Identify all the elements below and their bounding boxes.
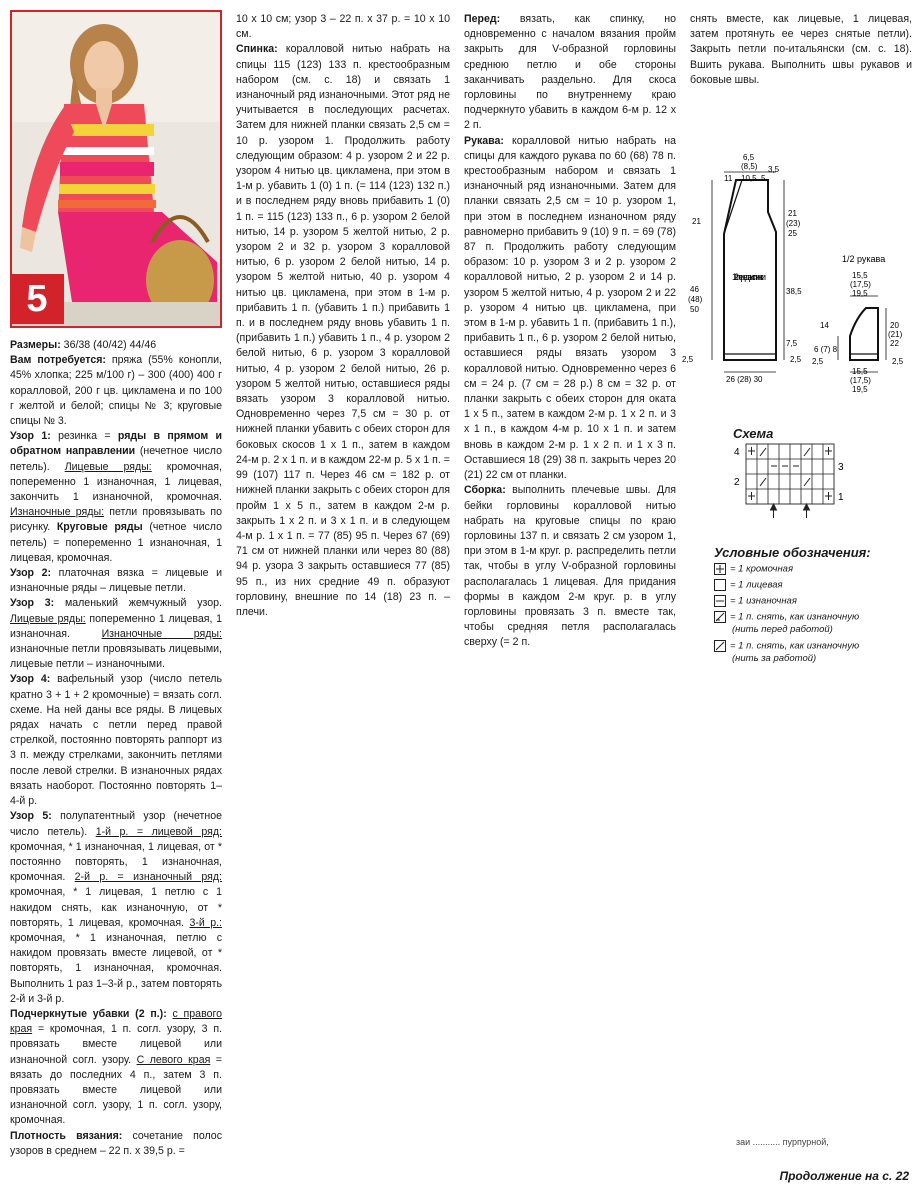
- dim-left-21: 21: [692, 217, 701, 226]
- text-column-4: [690, 12, 912, 88]
- back-text: коралловой нитью набрать на спицы 115 (123) 133 п. крестообразным набором (см. с. 18) и связать 1 изнаночный ряд изнаночными. Этот ряд не учитывается в последующих расчетах. Затем для нижней планки связать 2,5 см = 10 р. узором 1. Продолжить работу следующим образом: 4 р. узором 2 и 22 р. узором 4 нитью цв. цикламена, при этом в 1-м р. убавить 1 (0) 1 п. (= 114 (123) 132 п.) и в последнем ряду вновь прибавить 1 (0) 1 п. = 115 (123) 133 п., 6 р. узором 2 белой нитью, 14 р. узором 5 желтой нитью, 2 р. узором 2 и 32 р. узором 3 коралловой нитью, 6 р. узором 2 белой нитью, 14 р. узором 5 желтой нитью, 40 р. узором 4 нитью цв. цикламена, при этом в 1-м р. прибавить 1 п. (убавить 1 п.) прибавить 1 п. и в последнем ряду вновь убавить 1 п. (прибавить 1 п.) убавить 1 п., 4 р. узором 2 белой нитью, 6 р. узором 3 коралловой нитью, 4 р. узором 2 белой нитью, 26 р. узором 5 желтой нитью, оставшиеся ряды вязать узором 3 коралловой нитью. Одновременно через 7,5 см = 30 р. от нижней планки убавить с обеих сторон для боковых скосов 1 х 1 п., затем в каждом 24-м р. 2 х 1 п. и в каждом 22-м р. 5 х 1 п. = 99 (107) 117 п. Через 46 см = 182 р. от нижней планки закрыть с обеих сторон для пройм 1 х 5 п., затем в каждом 2-м р. закрыть 1 х 2 п. и 3 х 1 п. и в следующем 4-м р. 1 х 1 п. = 77 (85) 95 п. Через 67 (69) 71 см от нижней планки или через 80 (88) 94 р. узора 3 закрыть оставшиеся 77 (85) 95 п., из них средние 49 п. образуют горловину, внешние по 14 (18) 23 п. – плечи.: [236, 43, 450, 618]
- dim-right-23: (23): [786, 219, 801, 228]
- pattern-4-label: Узор 4:: [10, 673, 51, 686]
- dim-top-8-5: (8,5): [741, 162, 758, 171]
- sleeve-dim-top-15-5: 15,5: [852, 271, 868, 280]
- legend-row-purl: [714, 595, 797, 608]
- density-label: Плотность вязания:: [10, 1129, 123, 1142]
- dim-right-25: 25: [788, 229, 797, 238]
- sleeve-dim-22: 22: [890, 339, 899, 348]
- pattern-3-label: Узор 3:: [10, 597, 55, 610]
- sleeve-dim-2-5-left: 2,5: [812, 357, 824, 366]
- pattern-2-text: платочная вязка = лицевые и изнаночные ряды – лицевые петли.: [10, 567, 222, 595]
- sizes-paragraph: [10, 338, 222, 353]
- assembly-text: выполнить плечевые швы. Для бейки горловины коралловой нитью набрать на круговые спицы по краю горловины 137 п. и связать 2 см узором 1, при этом в 1-м круг. р. распределить петли так, чтобы в углу V-образной горловины располагалась 1 лицевая. Для придания формы в каждом 2-м круг. р. в углу горловины провязать 3 п. вместе так, чтобы средняя петля располагалась сверху (= 2 п.: [464, 484, 676, 649]
- sleeve-dim-20: 20: [890, 321, 899, 330]
- pattern-5-text-e: кромочная, * 1 лицевая, 1 петлю с 1 накидом снять, как изнаночную, от * повторять, 1 лицевая, кромочная.: [10, 886, 222, 929]
- pattern-1-text-a: резинка =: [50, 430, 118, 443]
- text-column-3: [464, 12, 676, 651]
- pattern-3-text-d: Изнаночные ряды:: [101, 627, 222, 640]
- dim-top-6-5: 6,5: [743, 153, 755, 162]
- slip-front-icon: [714, 611, 726, 623]
- decrease-text-e: = вязать до последних 4 п., затем 3 п. провязать вместе лицевой или изнаночной согл. узору, 1 п. согл. узору, кромочная.: [10, 1053, 222, 1127]
- sleeve-dim-bot-15-5: 15,5: [852, 367, 868, 376]
- pattern-1-text-e: кромочная, попеременно 1 изнаночная, 1 лицевая, закончить 1 изнаночной, кромочная.: [10, 460, 222, 504]
- text-column-2: [236, 12, 450, 620]
- pattern-2-label: Узор 2:: [10, 567, 52, 580]
- garment-pattern-diagram: [680, 150, 920, 395]
- sleeves-paragraph: [464, 134, 676, 484]
- dim-bottom-width: 26 (28) 30: [726, 375, 763, 384]
- stitch-schema: [724, 440, 854, 520]
- pattern-3-text-e: изнаночные петли провязывать лицевыми, лицевые петли – изнаночными.: [10, 643, 222, 671]
- sleeves-text: коралловой нитью набрать на спицы для каждого рукава по 60 (68) 78 п. крестообразным набором и связать 1 изнаночный ряд изнаночными. Затем для планки связать 2,5 см = 10 р. узором 1, при этом в последнем изнаночном ряду равномерно прибавить 9 (10) 9 п. = 69 (78) 87 п. Продолжить работу следующим образом: 10 р. узором 3 и 2 р. узором 2 коралловой нитью, 2 р. узором 2 и 14 р. узором 5 желтой нитью, 4 р. узором 2 и 22 р. узором 4 нитью цв. цикламена, при этом в 1-м р. убавить 1 п. (прибавить 1 п.), прибавить 1 п., 6 р. узором 2 белой нитью, оставшиеся ряды вязать узором 3 коралловой нитью. Одновременно через 6 см = 24 р. (7 см = 28 р.) 8 см = 32 р. от планки закрыть с обеих сторон для оката 1 х 5 п., затем в каждом 2-м р. 1 х 2 п. и 3 х 1 п., в каждом 4-м р. 10 х 1 п. и затем вновь в каждом 2-м р. 1 х 2 п. и 1 х 3 п. Оставшиеся 18 (29) 38 п. закрыть через 20 (21) 22 см от планки.: [464, 134, 676, 482]
- density-continued: 10 х 10 см; узор 3 – 22 п. х 37 р. = 10 х 10 см.: [236, 13, 450, 41]
- schema-title: Схема: [733, 426, 774, 441]
- dim-left-48: (48): [688, 295, 703, 304]
- legend-row-slip-back: [714, 640, 859, 653]
- pattern-1-text-b: ряды в прямом и обратном направлении: [10, 430, 223, 458]
- pattern-3-text-b: Лицевые ряды:: [10, 612, 86, 625]
- pattern-number-badge: 5: [10, 274, 64, 324]
- pattern-3-text-c: попеременно 1 лицевая, 1 изнаночная.: [10, 612, 222, 640]
- decrease-label: Подчеркнутые убавки (2 п.):: [10, 1007, 167, 1020]
- dim-bottom-2-5-right: 2,5: [790, 355, 802, 364]
- pattern-5-text-c: кромочная, * 1 изнаночная, 1 лицевая, от * постоянно повторять, 1 изнаночная, кромочная.: [10, 840, 222, 884]
- pattern-1-text-c: (нечетное число петель).: [10, 445, 223, 473]
- dim-left-50: 50: [690, 305, 699, 314]
- back-label: Спинка:: [236, 43, 278, 56]
- pattern-1-text-i: (четное число петель) = попеременно 1 изнаночная, 1 лицевая, кромочная.: [10, 521, 222, 564]
- dim-top-5: 5: [761, 174, 766, 183]
- pattern-1-paragraph: [10, 429, 222, 566]
- body-outline: [724, 180, 776, 360]
- assembly-paragraph: [464, 483, 676, 650]
- legend-row-slip-front-note: (нить перед работой): [732, 624, 833, 635]
- assembly-continued: снять вместе, как лицевые, 1 лицевая, затем протянуть ее через снятые петли). Закрыть петли по-итальянски (см. с. 18). Вшить рукава. Выполнить швы рукавов и боковые швы.: [690, 13, 912, 86]
- sleeves-label: Рукава:: [464, 134, 504, 147]
- dim-right-7-5: 7,5: [786, 339, 798, 348]
- pattern-5-text-b: 1-й р. = лицевой ряд:: [95, 825, 222, 838]
- legend-row-slip-front: [714, 611, 859, 624]
- sleeve-dim-21: (21): [888, 330, 903, 339]
- pattern-5-label: Узор 5:: [10, 810, 52, 823]
- body-label-line1: 1/2 переда и спинки: [732, 272, 766, 282]
- pattern-3-text-a: маленький жемчужный узор.: [54, 597, 222, 610]
- pattern-5-text-a: полупатентный узор (нечетное число петель).: [10, 810, 223, 838]
- density-paragraph: [10, 1129, 222, 1159]
- legend-label-slip-back: = 1 п. снять, как изнаночную: [730, 640, 860, 652]
- dim-top-3-5: 3,5: [768, 165, 780, 174]
- sleeve-dim-6-7-8: 6 (7) 8: [814, 345, 838, 354]
- pattern-1-text-d: Лицевые ряды:: [64, 460, 152, 473]
- pattern-5-text-f: 3-й р.:: [189, 916, 222, 929]
- dim-right-38-5: 38,5: [786, 287, 802, 296]
- schema-row-4: 4: [734, 447, 740, 458]
- schema-row-3: 3: [838, 462, 844, 473]
- pattern-1-label: Узор 1:: [10, 430, 51, 443]
- pattern-5-paragraph: [10, 809, 222, 1007]
- dim-top-11: 11: [724, 174, 733, 183]
- decrease-text-b: с правого края: [10, 1007, 222, 1036]
- pattern-3-paragraph: [10, 596, 222, 672]
- sleeve-outline: [850, 308, 878, 360]
- pattern-1-text-g: петли провязывать по рисунку.: [10, 506, 223, 534]
- sizes-label: Размеры:: [10, 339, 61, 351]
- dim-top-10-5: 10,5: [741, 174, 757, 183]
- slip-back-icon: [714, 640, 726, 652]
- pattern-1-text-h: Круговые ряды: [56, 521, 143, 534]
- dim-left-46: 46: [690, 285, 699, 294]
- pattern-5-text-d: 2-й р. = изнаночный ряд:: [74, 871, 222, 884]
- legend-title: Условные обозначения:: [714, 545, 871, 560]
- pattern-4-paragraph: [10, 672, 222, 809]
- assembly-label: Сборка:: [464, 484, 506, 497]
- knit-stitch-icon: [714, 579, 726, 591]
- front-text: вязать, как спинку, но одновременно с началом вязания пройм закрыть для V-образной горловины среднюю петлю и обе стороны заканчивать раздельно. Для скоса горловины по внутреннему краю подчеркнуто убавить в каждом 6-м р. 12 х 2 п.: [464, 13, 676, 132]
- legend-row-knit: [714, 579, 783, 592]
- materials-label: Вам потребуется:: [10, 354, 106, 367]
- sleeve-dim-top-19-5: 19,5: [852, 289, 868, 298]
- materials-text: пряжа (55% конопли, 45% хлопка; 225 м/100 г) – 300 (400) 400 г коралловой, 200 г цв. цикламена и по 100 г желтой и белой; спицы № 3; круговые спицы № 3.: [10, 354, 222, 428]
- legend-row-slip-back-note: (нить за работой): [732, 653, 817, 664]
- schema-row-2: 2: [734, 477, 740, 488]
- sleeve-dim-14: 14: [820, 321, 829, 330]
- pattern-4-text: вафельный узор (число петель кратно 3 + 1 + 2 кромочные) = вязать согл. схеме. На ней даны все ряды. В лицевых рядах начать с петли перед правой стрелкой, постоянно повторять раппорт из 3 п. между стрелками, закончить петлями после левой стрелки. В изнаночных рядах вязать наоборот. Постоянно повторять 1–4-й р.: [10, 673, 222, 808]
- legend-label-edge: = 1 кромочная: [730, 563, 794, 575]
- density-text: сочетание полос узоров в среднем – 22 п. х 39,5 р. =: [10, 1129, 222, 1157]
- pattern-2-paragraph: [10, 566, 222, 596]
- edge-stitch-icon: [714, 563, 726, 575]
- sleeve-dim-bot-19-5: 19,5: [852, 385, 868, 394]
- pattern-5-text-g: кромочная, * 1 изнаночная, петлю с накидом провязать вместе лицевой, от * повторять, 1 изнаночная, кромочная. Выполнить 1 раз 1–3-й р., затем повторять 2-й и 3-й р.: [10, 931, 222, 1005]
- dim-bottom-2-5-left: 2,5: [682, 355, 694, 364]
- legend-label-purl: = 1 изнаночная: [730, 595, 797, 607]
- sizes-text: 36/38 (40/42) 44/46: [60, 339, 157, 351]
- decrease-paragraph: [10, 1007, 222, 1129]
- dim-right-21: 21: [788, 209, 797, 218]
- sleeve-dim-bot-17-5: (17,5): [850, 376, 871, 385]
- decrease-text-c: = кромочная, 1 п. согл. узору, 3 п. провязать вместе лицевой или изнаночной согл. узору.: [10, 1023, 222, 1066]
- decrease-text-d: С левого края: [136, 1053, 211, 1066]
- sleeve-dim-top-17-5: (17,5): [850, 280, 871, 289]
- schema-row-1: 1: [838, 492, 844, 503]
- cut-off-text: заи ........... пурпурной,: [736, 1137, 829, 1147]
- text-column-1: [10, 338, 222, 1159]
- legend-label-slip-front: = 1 п. снять, как изнаночную: [730, 611, 860, 623]
- legend-label-knit: = 1 лицевая: [730, 579, 783, 591]
- legend-row-edge: [714, 563, 793, 576]
- front-label: Перед:: [464, 13, 501, 25]
- back-paragraph: [236, 42, 450, 620]
- sleeve-label: 1/2 рукава: [842, 254, 886, 264]
- continued-footer: Продолжение на с. 22: [779, 1169, 909, 1183]
- front-paragraph: [464, 12, 676, 134]
- purl-stitch-icon: [714, 595, 726, 607]
- pattern-1-text-f: Изнаночные ряды:: [10, 506, 105, 519]
- sleeve-dim-2-5-right: 2,5: [892, 357, 904, 366]
- materials-paragraph: [10, 353, 222, 429]
